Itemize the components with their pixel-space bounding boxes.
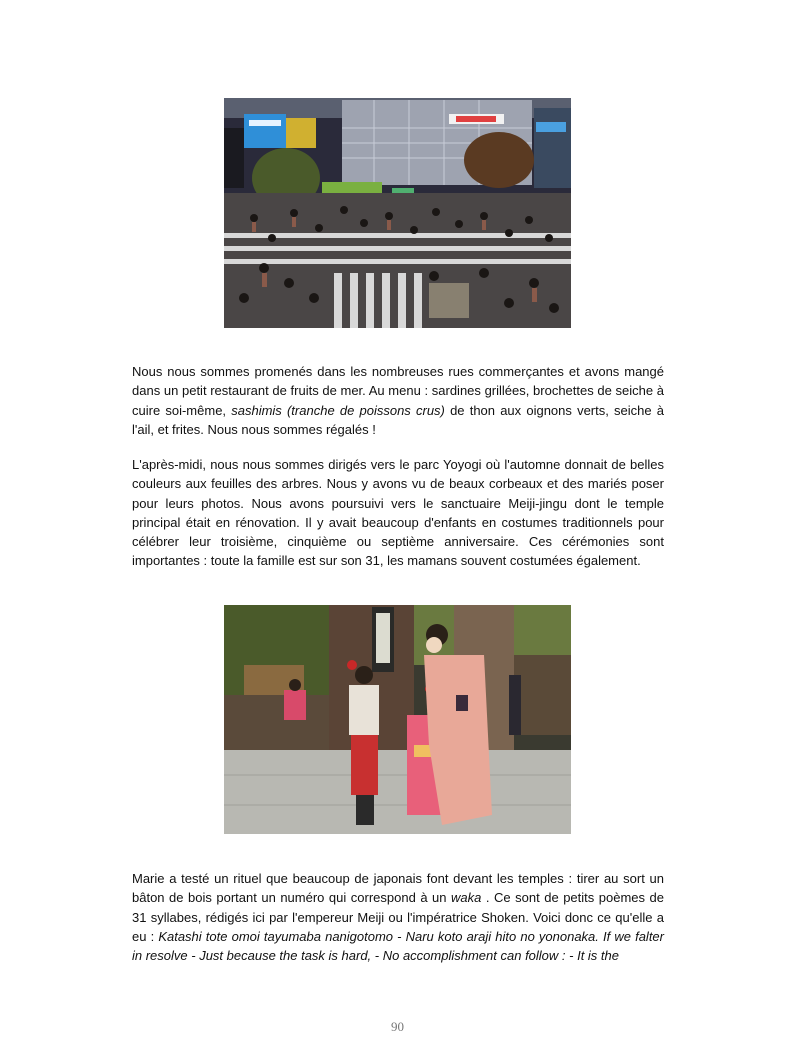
crossing-illustration: [224, 98, 571, 328]
paragraph-3-text-b: . Ce sont de petits poèmes de 31 syllabes, rédigés ici par l'empereur Meiji ou l'impératrice Shoken. Voici donc ce qu'elle a eu :: [132, 890, 665, 944]
paragraph-3-italic-b: Katashi tote omoi tayumaba nanigotomo - Naru koto araji hito no yononaka. If we falter in resolve - Just because the task is hard, - No accomplishment can follow : - It is the: [132, 928, 664, 964]
paragraph-yoyogi: L'après-midi, nous nous sommes dirigés vers le parc Yoyogi où l'automne donnait de belles couleurs aux feuilles des arbres. Nous y avons vu de beaux corbeaux et des mariés poser pour leurs photos. Nous avons poursuivi vers le sanctuaire Meiji-jingu dont le temple principal était en rénovation. Il y avait beaucoup d'enfants en costumes traditionnels pour célébrer leur troisième, cinquième ou septième anniversaire. Ces cérémonies sont importantes : toute la famille est sur son 31, les mamans souvent costumées également.: [132, 457, 664, 569]
shibuya-crossing-photo: [224, 98, 571, 328]
kimono-children-photo: [224, 605, 571, 834]
paragraph-3-text-a: Marie a testé un rituel que beaucoup de japonais font devant les temples : tirer au sort un bâton de bois portant un numéro qui correspond à un: [132, 871, 664, 906]
paragraph-1-italic: sashimis (tranche de poissons crus): [231, 402, 445, 418]
paragraph-waka: [132, 869, 664, 965]
paragraph-1-text-b: de thon aux oignons verts, seiche à l'ail, et frites. Nous nous sommes régalés !: [132, 402, 665, 437]
paragraph-3-italic-a: waka: [451, 890, 482, 906]
paragraph-restaurant: [132, 362, 664, 439]
kimono-illustration: [224, 605, 571, 834]
page-number: 90: [391, 1019, 404, 1034]
paragraph-1-text-a: Nous nous sommes promenés dans les nombreuses rues commerçantes et avons mangé dans un petit restaurant de fruits de mer. Au menu : sardines grillées, brochettes de seiche à cuire soi-même,: [132, 364, 664, 418]
